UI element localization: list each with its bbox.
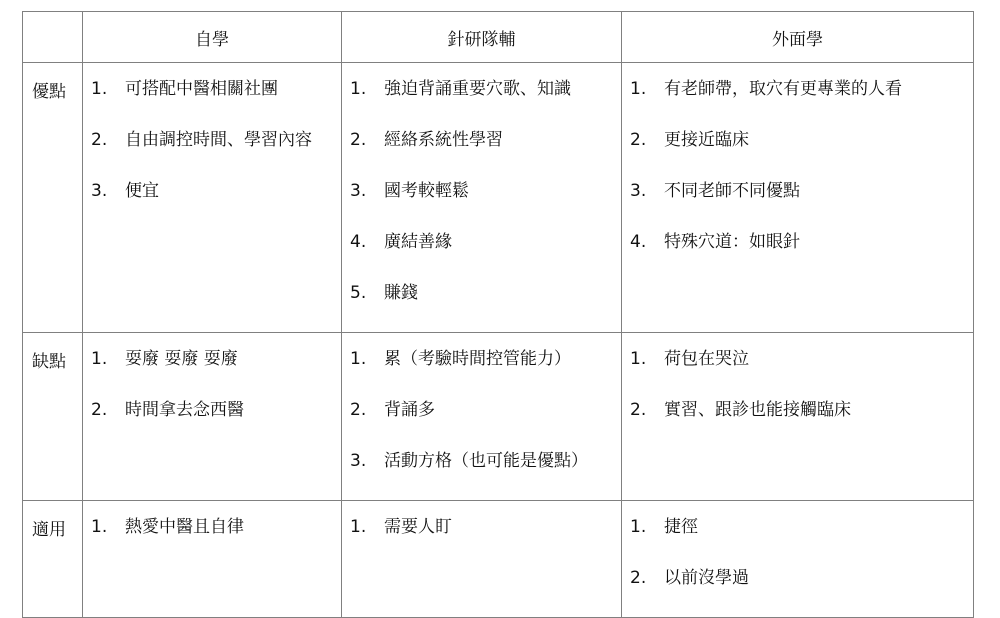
list-item bbox=[350, 128, 621, 152]
list-item-text: 時間拿去念西醫 bbox=[125, 400, 244, 420]
numbered-list bbox=[342, 501, 621, 539]
list-item-text: 背誦多 bbox=[384, 400, 435, 420]
list-item-text: 耍廢 耍廢 耍廢 bbox=[125, 349, 238, 369]
list-item-number: 3. bbox=[350, 451, 367, 471]
list-item bbox=[630, 77, 973, 101]
list-item bbox=[630, 515, 973, 539]
list-item-text: 強迫背誦重要穴歌、知識 bbox=[384, 79, 571, 99]
list-item-number: 1. bbox=[630, 79, 647, 99]
table-cell bbox=[342, 63, 622, 333]
list-item bbox=[630, 398, 973, 422]
list-item-number: 1. bbox=[350, 349, 367, 369]
list-item-number: 3. bbox=[91, 181, 108, 201]
numbered-list bbox=[83, 63, 341, 203]
list-item bbox=[91, 128, 341, 152]
comparison-table bbox=[22, 11, 974, 618]
list-item bbox=[350, 77, 621, 101]
list-item-text: 特殊穴道：如眼針 bbox=[664, 232, 800, 252]
list-item-number: 1. bbox=[630, 517, 647, 537]
list-item-number: 2. bbox=[350, 400, 367, 420]
table-cell bbox=[622, 501, 974, 618]
list-item bbox=[350, 398, 621, 422]
table-cell bbox=[622, 63, 974, 333]
list-item bbox=[350, 230, 621, 254]
numbered-list bbox=[342, 333, 621, 473]
list-item-number: 3. bbox=[630, 181, 647, 201]
list-item-number: 2. bbox=[91, 400, 108, 420]
list-item-number: 2. bbox=[630, 130, 647, 150]
list-item-number: 2. bbox=[630, 400, 647, 420]
table-cell bbox=[622, 333, 974, 501]
table-cell bbox=[83, 501, 342, 618]
list-item-text: 可搭配中醫相關社團 bbox=[125, 79, 278, 99]
list-item-text: 更接近臨床 bbox=[664, 130, 749, 150]
list-item-text: 廣結善緣 bbox=[384, 232, 452, 252]
list-item-number: 4. bbox=[350, 232, 367, 252]
row-header: 缺點 bbox=[23, 333, 83, 501]
table-row-suitable-for bbox=[23, 501, 974, 618]
list-item bbox=[630, 179, 973, 203]
list-item bbox=[350, 515, 621, 539]
column-header-self-study: 自學 bbox=[83, 12, 342, 63]
table-cell bbox=[342, 333, 622, 501]
table-row-disadvantages bbox=[23, 333, 974, 501]
row-header: 適用 bbox=[23, 501, 83, 618]
numbered-list bbox=[342, 63, 621, 305]
list-item bbox=[91, 77, 341, 101]
numbered-list bbox=[622, 501, 973, 590]
list-item-text: 活動方格（也可能是優點） bbox=[384, 451, 588, 471]
table-cell bbox=[83, 63, 342, 333]
list-item bbox=[350, 281, 621, 305]
list-item-number: 3. bbox=[350, 181, 367, 201]
numbered-list bbox=[83, 333, 341, 422]
list-item-text: 便宜 bbox=[125, 181, 159, 201]
list-item bbox=[350, 347, 621, 371]
list-item-text: 自由調控時間、學習內容 bbox=[125, 130, 312, 150]
list-item bbox=[630, 566, 973, 590]
list-item-number: 2. bbox=[350, 130, 367, 150]
list-item-text: 荷包在哭泣 bbox=[664, 349, 749, 369]
list-item-text: 賺錢 bbox=[384, 283, 418, 303]
list-item-number: 5. bbox=[350, 283, 367, 303]
column-header-external-study: 外面學 bbox=[622, 12, 974, 63]
table-row-advantages bbox=[23, 63, 974, 333]
list-item bbox=[350, 179, 621, 203]
numbered-list bbox=[622, 333, 973, 422]
list-item bbox=[91, 515, 341, 539]
list-item-text: 以前沒學過 bbox=[664, 568, 749, 588]
list-item bbox=[630, 128, 973, 152]
list-item-number: 1. bbox=[630, 349, 647, 369]
list-item-number: 1. bbox=[91, 79, 108, 99]
list-item-number: 1. bbox=[91, 517, 108, 537]
list-item bbox=[350, 449, 621, 473]
row-header: 優點 bbox=[23, 63, 83, 333]
corner-header bbox=[23, 12, 83, 63]
list-item-text: 經絡系統性學習 bbox=[384, 130, 503, 150]
table-cell bbox=[342, 501, 622, 618]
list-item bbox=[91, 179, 341, 203]
list-item bbox=[630, 347, 973, 371]
list-item-number: 2. bbox=[630, 568, 647, 588]
list-item-number: 1. bbox=[350, 79, 367, 99]
table-cell bbox=[83, 333, 342, 501]
list-item-text: 捷徑 bbox=[664, 517, 698, 537]
list-item-number: 1. bbox=[350, 517, 367, 537]
list-item-text: 熱愛中醫且自律 bbox=[125, 517, 244, 537]
list-item-number: 2. bbox=[91, 130, 108, 150]
column-header-acupuncture-club: 針研隊輔 bbox=[342, 12, 622, 63]
list-item-text: 實習、跟診也能接觸臨床 bbox=[664, 400, 851, 420]
numbered-list bbox=[83, 501, 341, 539]
list-item-text: 有老師帶，取穴有更專業的人看 bbox=[664, 79, 902, 99]
list-item-number: 1. bbox=[91, 349, 108, 369]
header-row bbox=[23, 12, 974, 63]
list-item bbox=[91, 398, 341, 422]
list-item-text: 累（考驗時間控管能力） bbox=[384, 349, 571, 369]
numbered-list bbox=[622, 63, 973, 254]
list-item bbox=[91, 347, 341, 371]
list-item-text: 不同老師不同優點 bbox=[664, 181, 800, 201]
list-item-number: 4. bbox=[630, 232, 647, 252]
list-item bbox=[630, 230, 973, 254]
list-item-text: 需要人盯 bbox=[384, 517, 452, 537]
list-item-text: 國考較輕鬆 bbox=[384, 181, 469, 201]
